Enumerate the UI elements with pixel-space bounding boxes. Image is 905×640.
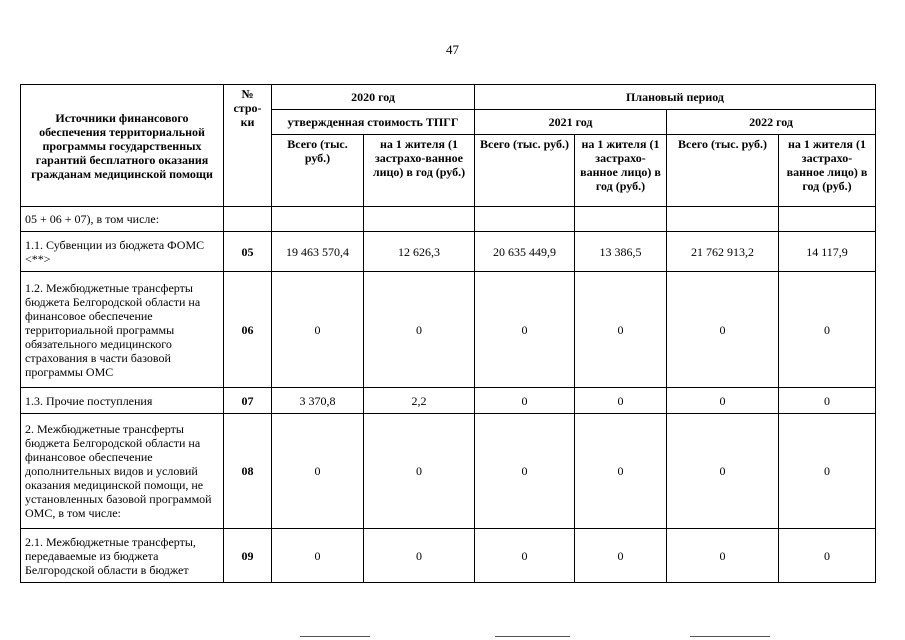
- cell-value: 0: [779, 414, 876, 529]
- row-label: 2. Межбюджетные трансферты бюджета Белгородской области на финансовое обеспечение дополнительных видов и условий оказания медицинской помощи, не установленных базовой программой ОМС, в том числе:: [21, 414, 224, 529]
- row-label: 2.1. Межбюджетные трансферты, передаваемые из бюджета Белгородской области в бюджет: [21, 529, 224, 583]
- cell-value: 0: [667, 388, 779, 414]
- cell-value: 0: [575, 529, 667, 583]
- header-per-resident-2021: на 1 жителя (1 застрахо-ванное лицо) в год (руб.): [575, 135, 667, 207]
- cell-value: 0: [364, 414, 475, 529]
- header-year-2020: 2020 год: [272, 85, 475, 110]
- cell-value: 0: [779, 529, 876, 583]
- cell-value: 0: [364, 272, 475, 388]
- header-total-2020: Всего (тыс. руб.): [272, 135, 364, 207]
- table-row: [21, 529, 876, 583]
- row-label: 05 + 06 + 07), в том числе:: [21, 207, 224, 232]
- cell-value: 0: [575, 272, 667, 388]
- scan-edge-lines: [0, 636, 905, 638]
- header-line-no: № стро-ки: [224, 85, 272, 207]
- header-per-resident-2022: на 1 жителя (1 застрахо-ванное лицо) в год (руб.): [779, 135, 876, 207]
- cell-value: 0: [475, 388, 575, 414]
- cell-value: 0: [575, 414, 667, 529]
- row-code: 05: [224, 232, 272, 272]
- cell-value: 0: [272, 414, 364, 529]
- cell-value: [272, 207, 364, 232]
- header-planning-period: Плановый период: [475, 85, 876, 110]
- cell-value: 0: [779, 272, 876, 388]
- header-per-resident-2020: на 1 жителя (1 застрахо-ванное лицо) в год (руб.): [364, 135, 475, 207]
- cell-value: 0: [667, 272, 779, 388]
- cell-value: 0: [667, 414, 779, 529]
- row-code: 06: [224, 272, 272, 388]
- header-total-2021: Всего (тыс. руб.): [475, 135, 575, 207]
- table-row: [21, 232, 876, 272]
- cell-value: 0: [575, 388, 667, 414]
- cell-value: [364, 207, 475, 232]
- cell-value: [779, 207, 876, 232]
- table-row: [21, 207, 876, 232]
- cell-value: 3 370,8: [272, 388, 364, 414]
- row-label: 1.1. Субвенции из бюджета ФОМС <**>: [21, 232, 224, 272]
- table-row: [21, 272, 876, 388]
- cell-value: 19 463 570,4: [272, 232, 364, 272]
- cell-value: 0: [272, 272, 364, 388]
- table-row: [21, 388, 876, 414]
- row-label: 1.2. Межбюджетные трансферты бюджета Белгородской области на финансовое обеспечение территориальной программы обязательного медицинского страхования в части базовой программы ОМС: [21, 272, 224, 388]
- cell-value: [575, 207, 667, 232]
- cell-value: 14 117,9: [779, 232, 876, 272]
- cell-value: 0: [272, 529, 364, 583]
- cell-value: 0: [364, 529, 475, 583]
- row-code: 07: [224, 388, 272, 414]
- row-label: 1.3. Прочие поступления: [21, 388, 224, 414]
- table-row: [21, 414, 876, 529]
- cell-value: 12 626,3: [364, 232, 475, 272]
- page-number: 47: [446, 42, 459, 57]
- header-year-2021: 2021 год: [475, 110, 667, 135]
- cell-value: 20 635 449,9: [475, 232, 575, 272]
- header-approved-cost: утвержденная стоимость ТПГГ: [272, 110, 475, 135]
- cell-value: [667, 207, 779, 232]
- cell-value: 0: [779, 388, 876, 414]
- financing-table: [20, 84, 876, 583]
- row-code: 09: [224, 529, 272, 583]
- cell-value: 0: [475, 414, 575, 529]
- row-code: 08: [224, 414, 272, 529]
- header-sources: Источники финансового обеспечения территориальной программы государственных гарантий бесплатного оказания гражданам медицинской помощи: [21, 85, 224, 207]
- cell-value: 0: [475, 272, 575, 388]
- cell-value: 21 762 913,2: [667, 232, 779, 272]
- cell-value: [475, 207, 575, 232]
- cell-value: 2,2: [364, 388, 475, 414]
- cell-value: 0: [667, 529, 779, 583]
- row-code: [224, 207, 272, 232]
- cell-value: 0: [475, 529, 575, 583]
- cell-value: 13 386,5: [575, 232, 667, 272]
- header-year-2022: 2022 год: [667, 110, 876, 135]
- header-total-2022: Всего (тыс. руб.): [667, 135, 779, 207]
